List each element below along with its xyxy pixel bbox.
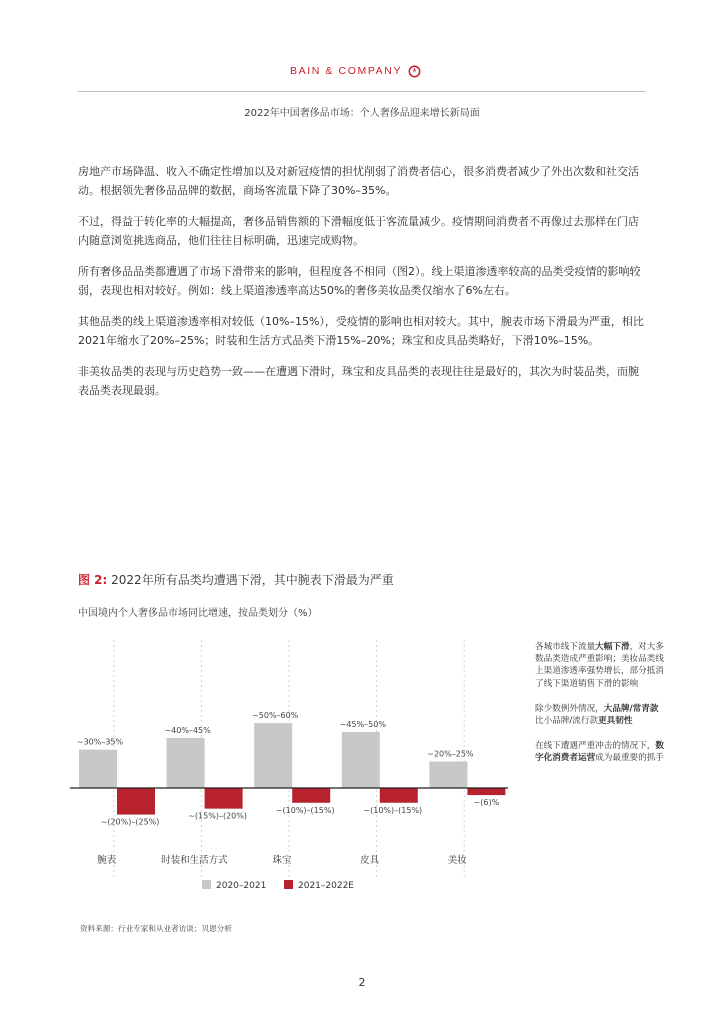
- data-label: ~(6)%: [473, 798, 500, 808]
- figure-title-text: 2022年所有品类均遭遇下滑，其中腕表下滑最为严重: [111, 573, 394, 587]
- paragraph: 所有奢侈品品类都遭遇了市场下滑带来的影响，但程度各不相同（图2）。线上渠道渗透率较高的品类受疫情的影响较弱，表现也相对较好。例如：线上渠道渗透率高达50%的奢侈美妆品类仅缩水了6%左右。: [78, 265, 641, 297]
- side-note: [535, 739, 665, 764]
- source-note: 资料来源：行业专家和从业者访谈；贝恩分析: [80, 924, 232, 933]
- figure-subtitle: 中国境内个人奢侈品市场同比增速，按品类划分（%）: [78, 608, 318, 619]
- bar-2020-2021: [79, 750, 117, 788]
- data-label: ~(15%)–(20%): [188, 811, 247, 821]
- category-label: 美妆: [447, 855, 467, 866]
- data-label: ~20%–25%: [427, 749, 474, 759]
- bar-2021-2022e: [117, 788, 155, 815]
- paragraph: 不过，得益于转化率的大幅提高，奢侈品销售额的下滑幅度低于客流量减少。疫情期间消费者不再像过去那样在门店内随意浏览挑选商品，他们往往目标明确，迅速完成购物。: [78, 215, 639, 247]
- bar-2021-2022e: [467, 788, 505, 795]
- bar-2020-2021: [342, 732, 380, 788]
- data-label: ~(20%)–(25%): [100, 817, 160, 827]
- data-label: ~40%–45%: [164, 725, 211, 735]
- side-note: [535, 702, 665, 727]
- data-label: ~(10%)–(15%): [363, 805, 423, 815]
- legend-label: 2020–2021: [216, 881, 267, 891]
- side-note-emphasis: 大幅下滑: [595, 642, 630, 652]
- body-text: [78, 162, 648, 412]
- side-note-text: 在线下遭遇严重冲击的情况下，: [535, 741, 656, 752]
- bar-2021-2022e: [205, 788, 243, 809]
- data-label: ~30%–35%: [76, 737, 124, 747]
- bar-2021-2022e: [380, 788, 418, 803]
- side-note-text: 比小品牌/流行款: [535, 716, 599, 727]
- side-note-emphasis: 更具韧性: [598, 716, 633, 727]
- legend-label: 2021–2022E: [298, 881, 354, 891]
- side-notes: [535, 641, 665, 777]
- side-note-text: 成为最重要的抓手: [595, 753, 664, 764]
- paragraph: 非美妆品类的表现与历史趋势一致——在遭遇下滑时，珠宝和皮具品类的表现往往是最好的，其次为时装品类，而腕表品类表现最弱。: [78, 365, 639, 397]
- document-title: 2022年中国奢侈品市场：个人奢侈品迎来增长新局面: [244, 108, 480, 119]
- data-label: ~50%–60%: [252, 711, 299, 721]
- side-note-text: 除少数例外情况，: [535, 703, 604, 714]
- category-label: 时装和生活方式: [161, 855, 228, 866]
- side-note-text: 各城市线下流量: [535, 642, 596, 652]
- bar-2021-2022e: [292, 788, 330, 803]
- bain-logo: [290, 63, 432, 79]
- side-note-emphasis: 数字化消费者运营: [535, 741, 664, 764]
- bain-logo-mark-icon: [408, 65, 421, 78]
- bar-chart: [60, 630, 520, 900]
- bar-2020-2021: [429, 761, 467, 788]
- data-label: ~45%–50%: [339, 719, 386, 729]
- bar-2020-2021: [254, 723, 292, 788]
- data-label: ~(10%)–(15%): [275, 805, 335, 815]
- category-label: 腕表: [97, 855, 117, 866]
- figure-label: 图 2:: [78, 573, 108, 587]
- side-note: [535, 641, 665, 690]
- side-note-emphasis: 大品牌/常青款: [603, 703, 659, 714]
- category-label: 皮具: [360, 855, 380, 866]
- category-label: 珠宝: [272, 855, 292, 866]
- header-divider: [78, 91, 646, 92]
- logo-text: BAIN & COMPANY: [290, 65, 403, 77]
- paragraph: 其他品类的线上渠道渗透率相对较低（10%–15%），受疫情的影响也相对较大。其中，腕表市场下滑最为严重，相比2021年缩水了20%–25%；时装和生活方式品类下滑15%–20%；珠宝和皮具品类略好，下滑10%–15%。: [78, 315, 644, 347]
- bar-2020-2021: [167, 738, 205, 788]
- side-note-text: ，对大多数品类造成严重影响；美妆品类线上渠道渗透率强势增长，部分抵消了线下渠道销售下滑的影响: [535, 642, 664, 689]
- figure-title: [78, 571, 394, 588]
- page-number: 2: [358, 976, 366, 989]
- paragraph: 房地产市场降温、收入不确定性增加以及对新冠疫情的担忧削弱了消费者信心，很多消费者减少了外出次数和社交活动。根据领先奢侈品品牌的数据，商场客流量下降了30%–35%。: [78, 165, 639, 197]
- legend-swatch-2021-2022e: [284, 880, 293, 889]
- legend-swatch-2020-2021: [202, 880, 211, 889]
